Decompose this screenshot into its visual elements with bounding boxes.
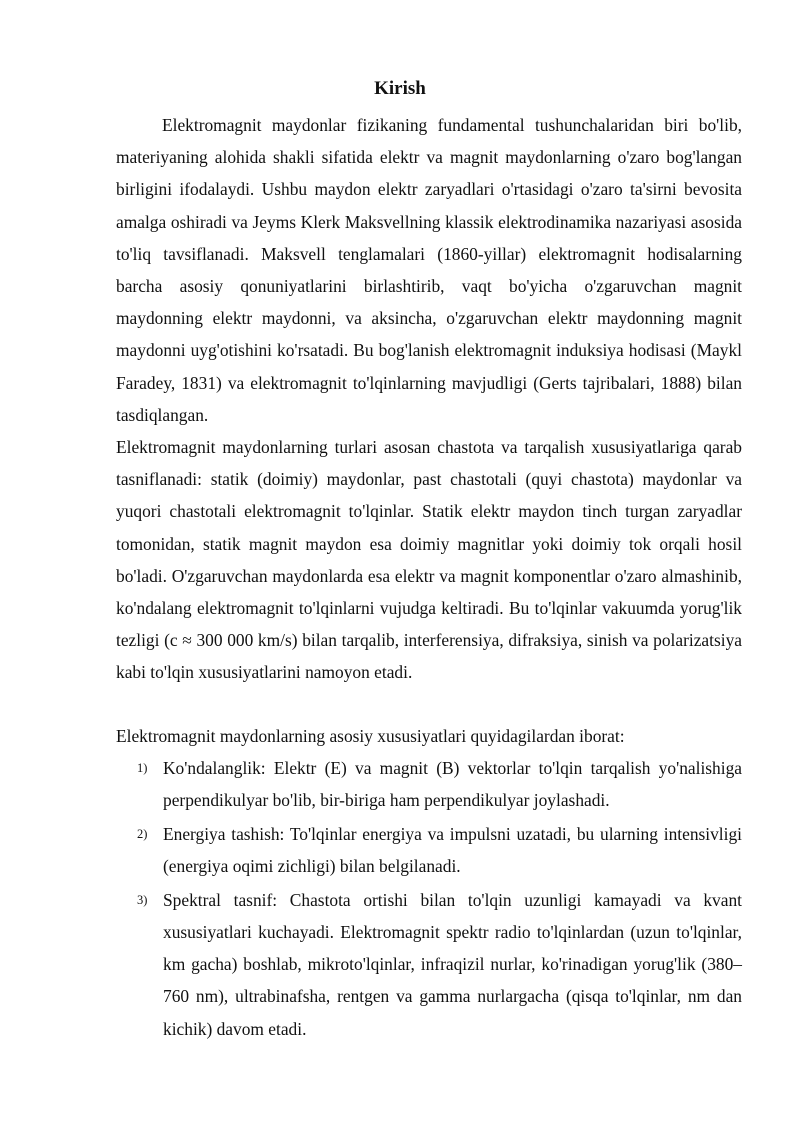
list-number: 2) bbox=[137, 826, 148, 841]
intro-paragraph: Elektromagnit maydonlar fizikaning fundamental tushunchalaridan biri bo'lib, materiyaning alohida shakli sifatida elektr va magnit maydonlarning o'zaro bog'langan birligini ifodalaydi. Ushbu maydon elektr zaryadlari o'rtasidagi o'zaro ta'sirni bevosita amalga oshiradi va Jeyms Klerk Maksvellning klassik elektrodinamika nazariyasi asosida to'liq tavsiflanadi. Maksvell tenglamalari (1860-yillar) elektromagnit hodisalarning barcha asosiy qonuniyatlarini birlashtirib, vaqt bo'yicha o'zgaruvchan magnit maydonning elektr maydonni, va aksincha, o'zgaruvchan elektr maydonning magnit maydonni uyg'otishini ko'rsatadi. Bu bog'lanish elektromagnit induksiya hodisasi (Maykl Faradey, 1831) va elektromagnit to'lqinlarning mavjudligi (Gerts tajribalari, 1888) bilan tasdiqlangan. bbox=[116, 115, 742, 425]
list-item-text: Energiya tashish: To'lqinlar energiya va impulsni uzatadi, bu ularning intensivligi (energiya oqimi zichligi) bilan belgilanadi. bbox=[163, 823, 742, 877]
list-item bbox=[116, 752, 742, 816]
page-title: Kirish bbox=[374, 78, 426, 99]
list-item-text: Spektral tasnif: Chastota ortishi bilan to'lqin uzunligi kamayadi va kvant xususiyatlari kuchayadi. Elektromagnit spektr radio to'lqinlardan (uzun to'lqinlar, km gacha) boshlab, mikroto'lqinlar, infraqizil nurlar, ko'rinadigan yorug'lik (380–760 nm), ultrabinafsha, rentgen va gamma nurlargacha (qisqa to'lqinlar, nm dan kichik) davom etadi. bbox=[163, 889, 742, 1039]
properties-intro: Elektromagnit maydonlarning asosiy xususiyatlari quyidagilardan iborat: bbox=[116, 726, 625, 746]
properties-list bbox=[116, 752, 742, 1046]
types-paragraph: Elektromagnit maydonlarning turlari asosan chastota va tarqalish xususiyatlariga qarab tasniflanadi: statik (doimiy) maydonlar, past chastotali (quyi chastota) maydonlar va yuqori chastotali elektromagnit to'lqinlar. Statik elektr maydon tinch turgan zaryadlar tomonidan, statik magnit maydon esa doimiy magnitlar yoki doimiy tok orqali hosil bo'ladi. O'zgaruvchan maydonlarda esa elektr va magnit komponentlar o'zaro almashinib, ko'ndalang elektromagnit to'lqinlarni vujudga keltiradi. Bu to'lqinlar vakuumda yorug'lik tezligi (c ≈ 300 000 km/s) bilan tarqalib, interferensiya, difraksiya, sinish va polarizatsiya kabi to'lqin xususiyatlarini namoyon etadi. bbox=[116, 437, 742, 683]
list-item bbox=[116, 818, 742, 882]
list-item bbox=[116, 884, 742, 1045]
list-number: 3) bbox=[137, 892, 148, 907]
list-item-text: Ko'ndalanglik: Elektr (E) va magnit (B) vektorlar to'lqin tarqalish yo'nalishiga perpendikulyar bo'lib, bir-biriga ham perpendikulyar joylashadi. bbox=[163, 758, 742, 811]
list-number: 1) bbox=[137, 761, 148, 775]
